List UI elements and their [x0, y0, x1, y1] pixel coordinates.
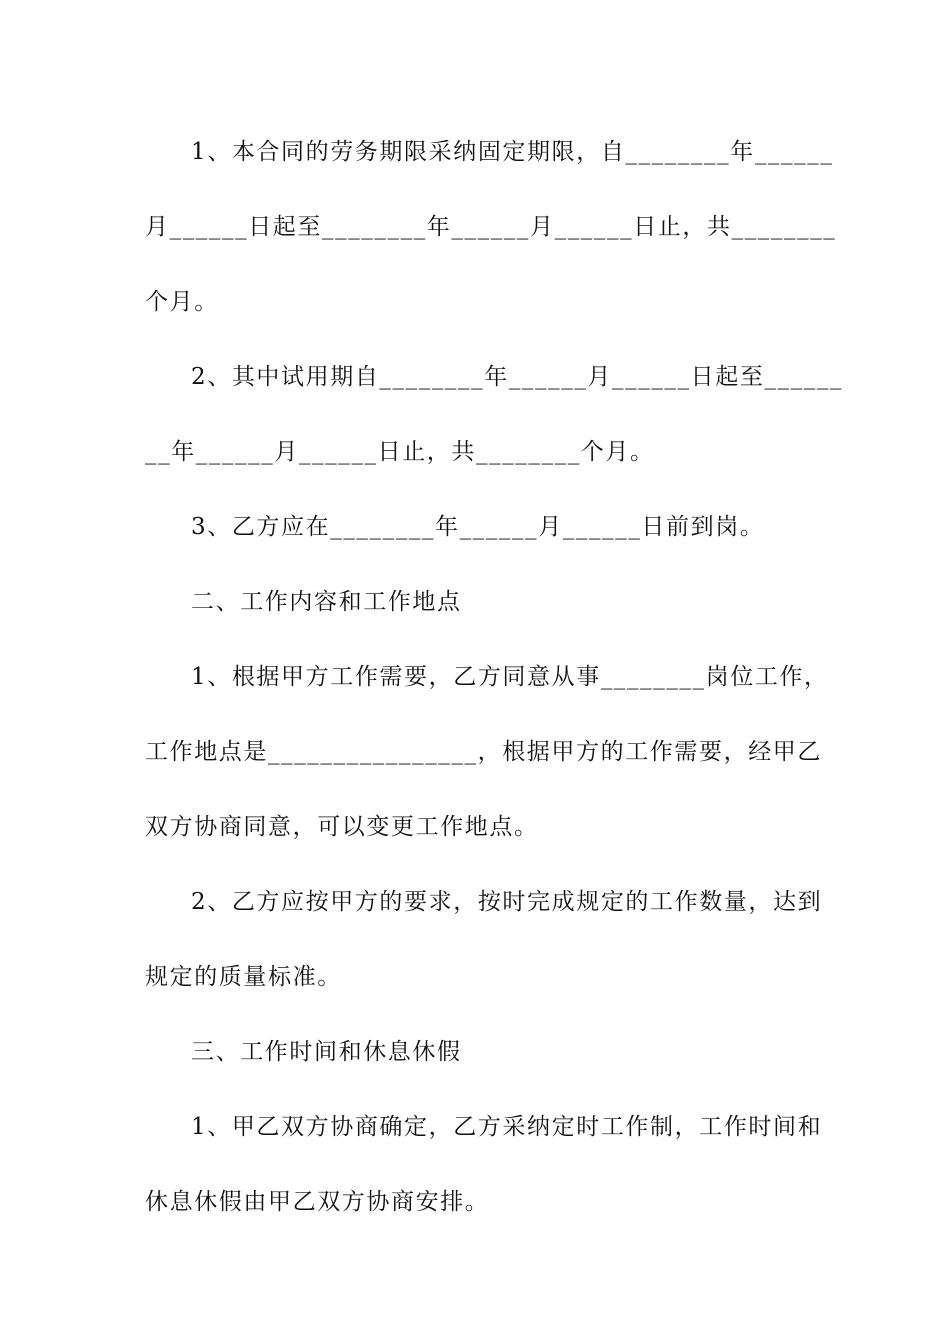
work-time-clause-line-1: 1、甲乙双方协商确定，乙方采纳定时工作制，工作时间和 [191, 1114, 823, 1140]
work-content-clause-line-3: 双方协商同意，可以变更工作地点。 [145, 814, 539, 840]
work-quality-clause-line-1: 2、乙方应按甲方的要求，按时完成规定的工作数量，达到 [191, 889, 823, 915]
work-content-clause-line-1: 1、根据甲方工作需要，乙方同意从事________岗位工作， [191, 664, 829, 690]
work-time-clause-line-2: 休息休假由甲乙双方协商安排。 [145, 1189, 490, 1215]
contract-term-clause-line-1: 1、本合同的劳务期限采纳固定期限，自________年______ [191, 139, 834, 165]
work-quality-clause-line-2: 规定的质量标准。 [145, 964, 342, 990]
section-heading-work-time: 三、工作时间和休息休假 [191, 1039, 462, 1065]
section-heading-work-content: 二、工作内容和工作地点 [191, 589, 462, 615]
probation-clause-line-1: 2、其中试用期自________年______月______日起至______ [191, 364, 844, 390]
work-content-clause-line-2: 工作地点是________________，根据甲方的工作需要，经甲乙 [145, 739, 822, 765]
probation-clause-line-2: __年______月______日止，共________个月。 [145, 439, 655, 465]
report-to-duty-clause: 3、乙方应在________年______月______日前到岗。 [191, 514, 765, 540]
contract-term-clause-line-2: 月______日起至________年______月______日止，共________ [145, 214, 837, 240]
contract-term-clause-line-3: 个月。 [145, 289, 219, 315]
